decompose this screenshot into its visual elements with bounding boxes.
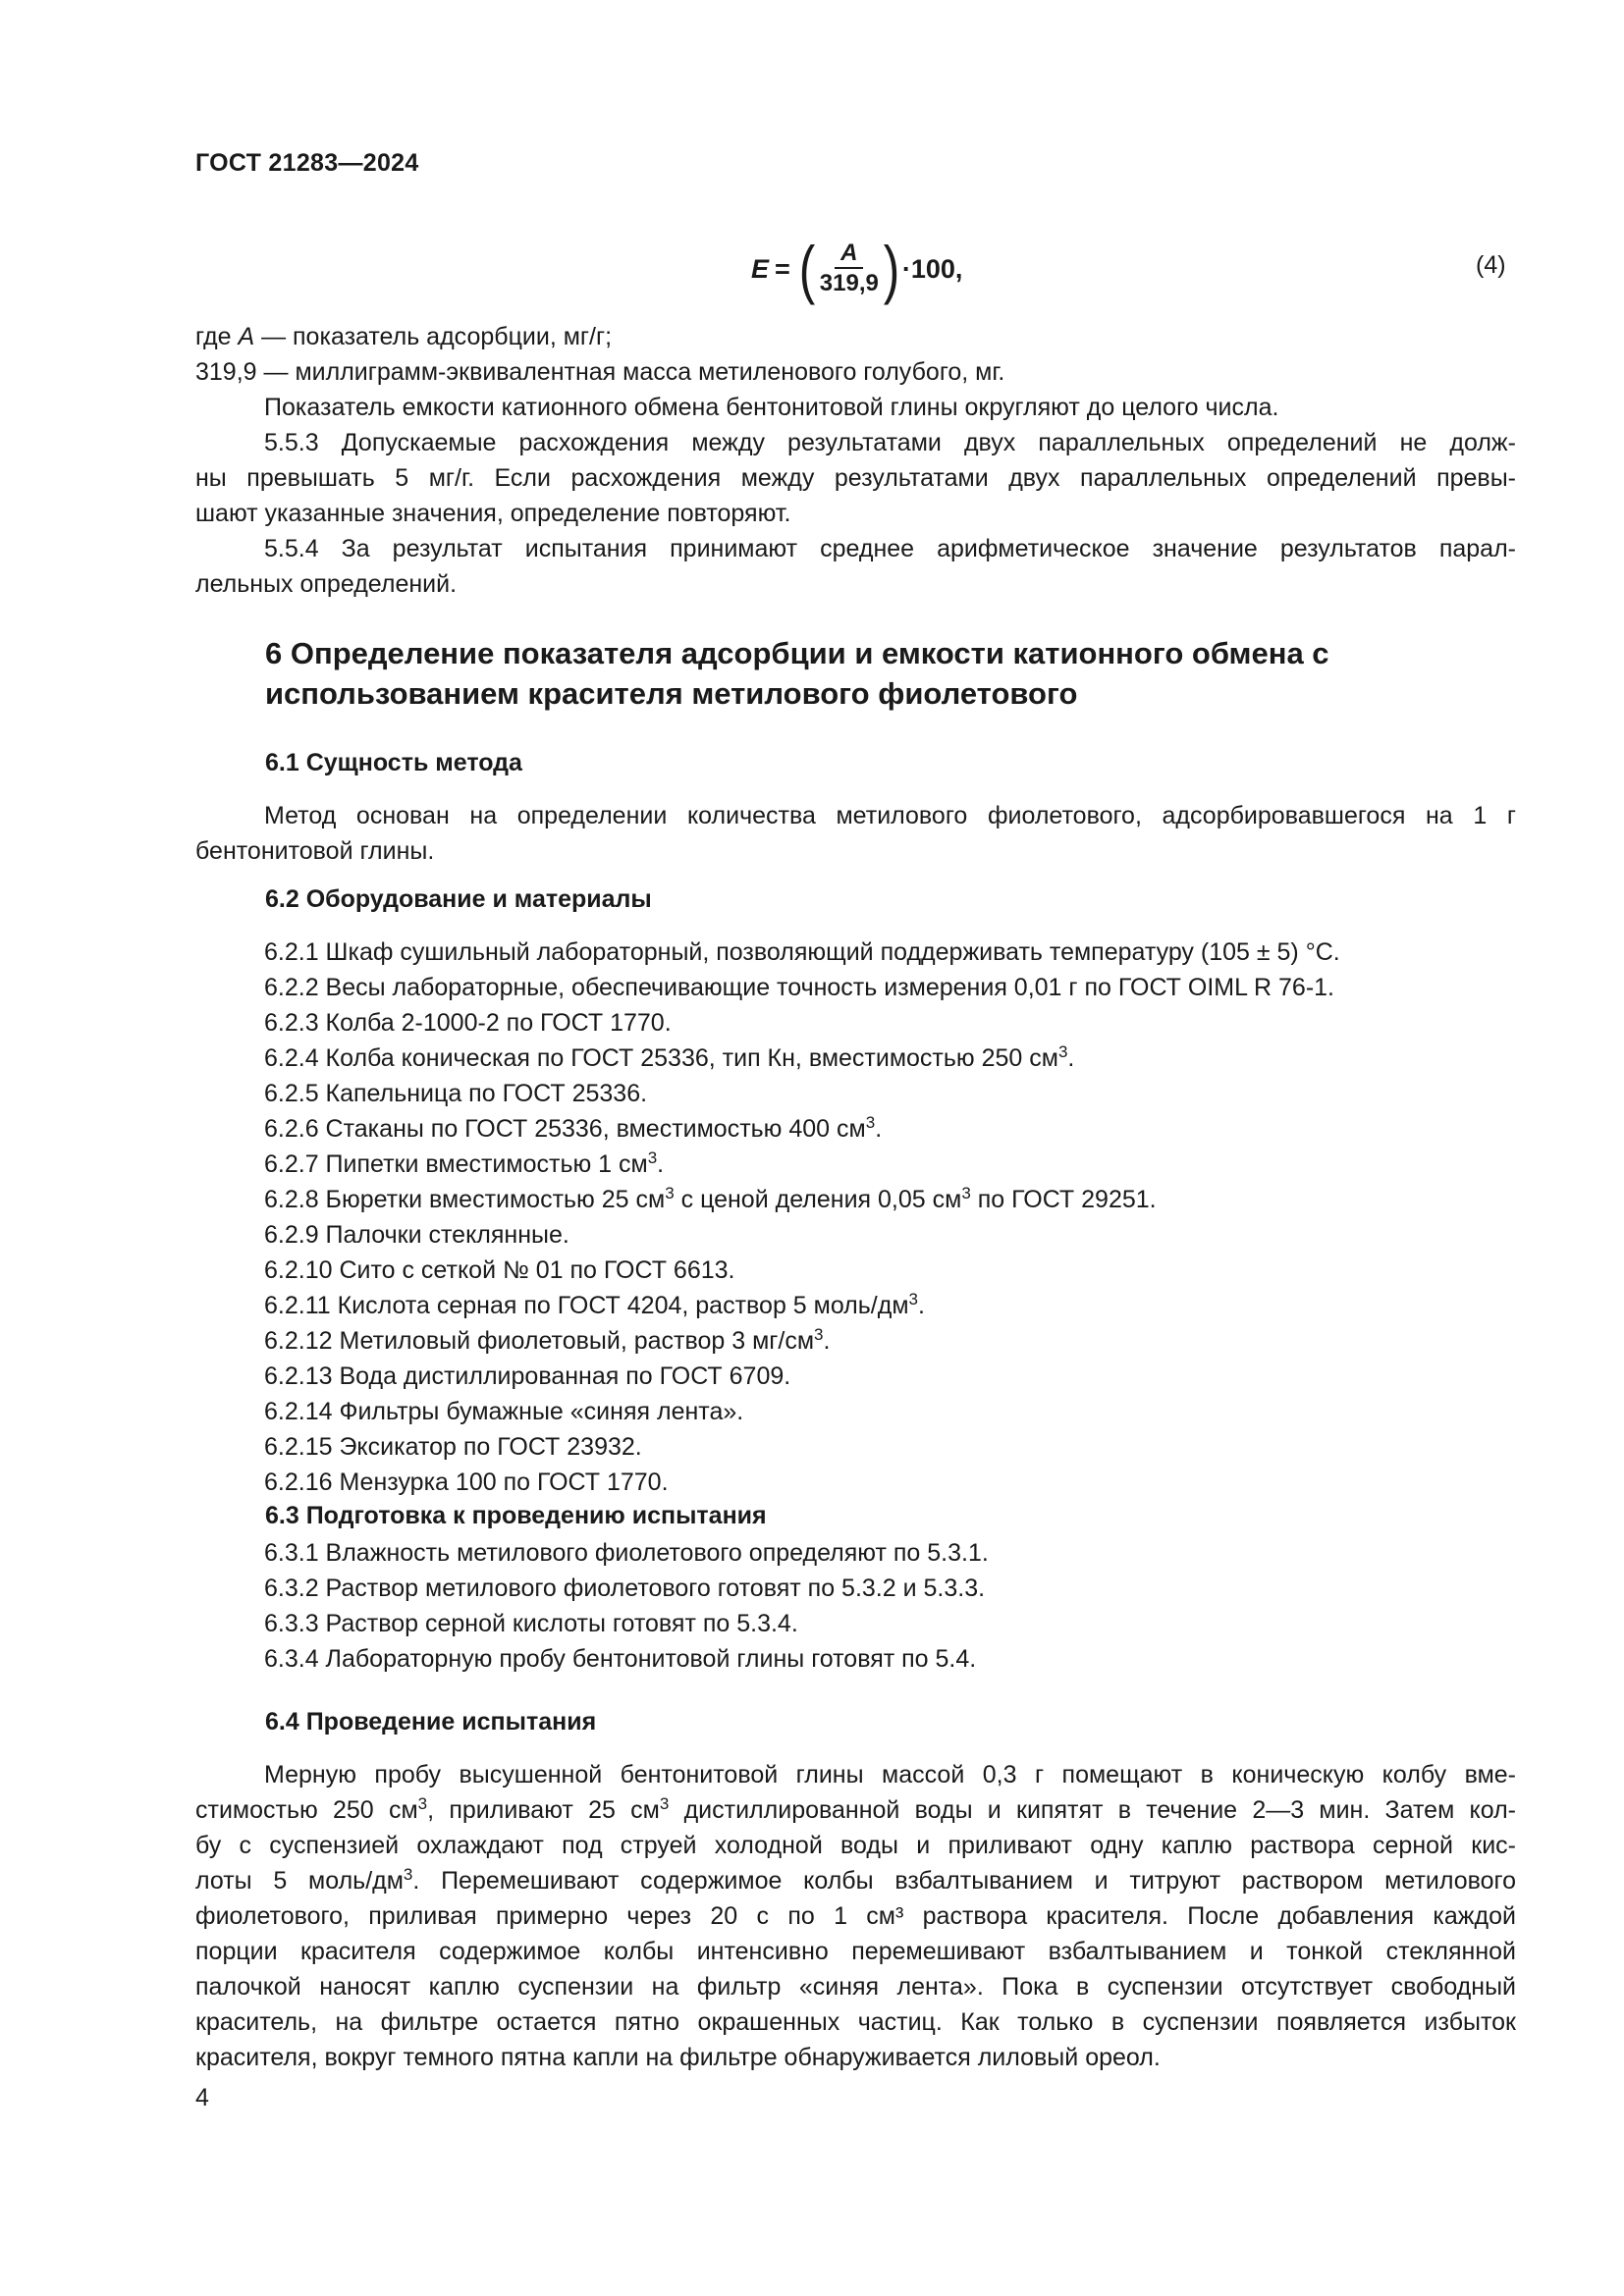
left-paren: ( <box>798 233 816 305</box>
item-text: 6.2.7 Пипетки вместимостью 1 см <box>264 1150 648 1178</box>
superscript: 3 <box>1057 1042 1068 1061</box>
s64-line-9: красителя, вокруг темного пятна капли на фильтре обнаруживается лиловый ореол. <box>195 2044 1161 2071</box>
right-paren: ) <box>883 233 900 305</box>
formula-expression <box>751 233 963 305</box>
list-item: 6.2.14 Фильтры бумажные «синяя лента». <box>264 1398 744 1425</box>
item-text: 6.2.12 Метиловый фиолетовый, раствор 3 мг/см <box>264 1327 815 1355</box>
subsection-6-4-title: 6.4 Проведение испытания <box>265 1708 597 1735</box>
fraction-numerator: A <box>835 240 863 269</box>
item-text: 6.2.11 Кислота серная по ГОСТ 4204, раствор 5 моль/дм <box>264 1292 909 1319</box>
item-dot: . <box>657 1150 665 1178</box>
superscript: 3 <box>417 1794 428 1813</box>
superscript: 3 <box>814 1325 824 1344</box>
list-item <box>264 1147 1585 1182</box>
section-6-title-line-2: использованием красителя метилового фиолетового <box>265 676 1078 711</box>
p554-line-1: 5.5.4 За результат испытания принимают среднее арифметическое значение результатов парал- <box>264 535 1516 562</box>
item-dot: . <box>1067 1044 1075 1072</box>
s64-line-2 <box>195 1792 1516 1828</box>
where-line-1 <box>195 319 1516 354</box>
list-item: 6.2.3 Колба 2-1000-2 по ГОСТ 1770. <box>264 1009 672 1037</box>
fraction-denominator: 319,9 <box>819 270 879 296</box>
item-dot: . <box>823 1327 831 1355</box>
superscript: 3 <box>908 1290 918 1308</box>
equation-number: (4) <box>1476 251 1506 279</box>
superscript: 3 <box>403 1865 413 1884</box>
where-prefix: где <box>195 323 239 350</box>
formula-tail: ·100, <box>901 253 963 284</box>
item-text: по ГОСТ 29251. <box>970 1186 1157 1213</box>
s61-line-1: Метод основан на определении количества метилового фиолетового, адсорбировавшегося на 1 г <box>264 802 1516 829</box>
formula-lhs: E <box>751 253 770 284</box>
where-var: A <box>238 323 255 350</box>
list-item: 6.2.13 Вода дистиллированная по ГОСТ 6709. <box>264 1362 791 1390</box>
item-text: 6.2.4 Колба коническая по ГОСТ 25336, тип Кн, вместимостью 250 см <box>264 1044 1058 1072</box>
formula-4 <box>0 234 1624 312</box>
list-item: 6.3.4 Лабораторную пробу бентонитовой глины готовят по 5.4. <box>264 1645 977 1673</box>
line-text: дистиллированной воды и кипятят в течение 2—3 мин. Затем кол- <box>669 1796 1517 1824</box>
superscript: 3 <box>865 1113 876 1132</box>
s64-line-1: Мерную пробу высушенной бентонитовой глины массой 0,3 г помещают в коническую колбу вме- <box>264 1761 1516 1789</box>
list-item: 6.2.1 Шкаф сушильный лабораторный, позволяющий поддерживать температуру (105 ± 5) °С. <box>264 938 1340 966</box>
superscript: 3 <box>961 1184 971 1202</box>
list-item: 6.2.16 Мензурка 100 по ГОСТ 1770. <box>264 1468 669 1496</box>
para-rounding: Показатель емкости катионного обмена бентонитовой глины округляют до целого числа. <box>264 394 1279 421</box>
where-line-2: 319,9 — миллиграмм-эквивалентная масса метиленового голубого, мг. <box>195 358 1005 386</box>
line-text: стимостью 250 см <box>195 1796 418 1824</box>
s64-line-6: порции красителя содержимое колбы интенсивно перемешивают взбалтыванием и тонкой стеклянной <box>195 1938 1516 1965</box>
item-text: с ценой деления 0,05 см <box>674 1186 962 1213</box>
page-number: 4 <box>195 2084 209 2111</box>
list-item <box>264 1323 1585 1359</box>
subsection-6-1-title: 6.1 Сущность метода <box>265 749 522 776</box>
section-6-title-line-1: 6 Определение показателя адсорбции и емкости катионного обмена с <box>265 636 1329 670</box>
list-item: 6.3.3 Раствор серной кислоты готовят по 5.3.4. <box>264 1610 798 1637</box>
s64-line-4 <box>195 1863 1516 1898</box>
formula-eq: = <box>775 253 790 284</box>
p553-line-3: шают указанные значения, определение повторяют. <box>195 500 791 527</box>
where-text: — показатель адсорбции, мг/г; <box>254 323 613 350</box>
list-item <box>264 1182 1585 1217</box>
line-text: . Перемешивают содержимое колбы взбалтыванием и титруют раствором метилового <box>412 1867 1517 1895</box>
list-item: 6.3.1 Влажность метилового фиолетового определяют по 5.3.1. <box>264 1539 989 1567</box>
item-dot: . <box>918 1292 925 1319</box>
subsection-6-3-title: 6.3 Подготовка к проведению испытания <box>265 1502 767 1529</box>
list-item: 6.2.15 Эксикатор по ГОСТ 23932. <box>264 1433 642 1461</box>
item-text: 6.2.8 Бюретки вместимостью 25 см <box>264 1186 666 1213</box>
item-dot: . <box>875 1115 883 1143</box>
list-item <box>264 1111 1585 1147</box>
formula-fraction <box>820 240 879 298</box>
p553-line-2: ны превышать 5 мг/г. Если расхождения между результатами двух параллельных определений превы- <box>195 464 1516 492</box>
item-text: 6.2.6 Стаканы по ГОСТ 25336, вместимостью 400 см <box>264 1115 866 1143</box>
s64-line-5: фиолетового, приливая примерно через 20 с по 1 см³ раствора красителя. После добавления каждой <box>195 1902 1516 1930</box>
line-text: лоты 5 моль/дм <box>195 1867 404 1895</box>
p554-line-2: лельных определений. <box>195 570 458 598</box>
list-item: 6.2.10 Сито с сеткой № 01 по ГОСТ 6613. <box>264 1256 735 1284</box>
line-text: , приливают 25 см <box>427 1796 660 1824</box>
s64-line-3: бу с суспензией охлаждают под струей холодной воды и приливают одну каплю раствора серной кис- <box>195 1832 1516 1859</box>
s64-line-8: краситель, на фильтре остается пятно окрашенных частиц. Как только в суспензии появляется избыток <box>195 2008 1516 2036</box>
document-header: ГОСТ 21283—2024 <box>195 149 419 177</box>
subsection-6-2-title: 6.2 Оборудование и материалы <box>265 885 652 913</box>
s64-line-7: палочкой наносят каплю суспензии на фильтр «синяя лента». Пока в суспензии отсутствует свободный <box>195 1973 1516 2001</box>
superscript: 3 <box>659 1794 670 1813</box>
p553-line-1: 5.5.3 Допускаемые расхождения между результатами двух параллельных определений не долж- <box>264 429 1516 456</box>
list-item <box>264 1041 1585 1076</box>
list-item: 6.2.2 Весы лабораторные, обеспечивающие точность измерения 0,01 г по ГОСТ OIML R 76-1. <box>264 974 1335 1001</box>
list-item <box>264 1288 1585 1323</box>
list-item: 6.3.2 Раствор метилового фиолетового готовят по 5.3.2 и 5.3.3. <box>264 1575 986 1602</box>
superscript: 3 <box>647 1148 658 1167</box>
list-item: 6.2.5 Капельница по ГОСТ 25336. <box>264 1080 648 1107</box>
list-item: 6.2.9 Палочки стеклянные. <box>264 1221 569 1249</box>
s61-line-2: бентонитовой глины. <box>195 837 435 865</box>
superscript: 3 <box>665 1184 675 1202</box>
